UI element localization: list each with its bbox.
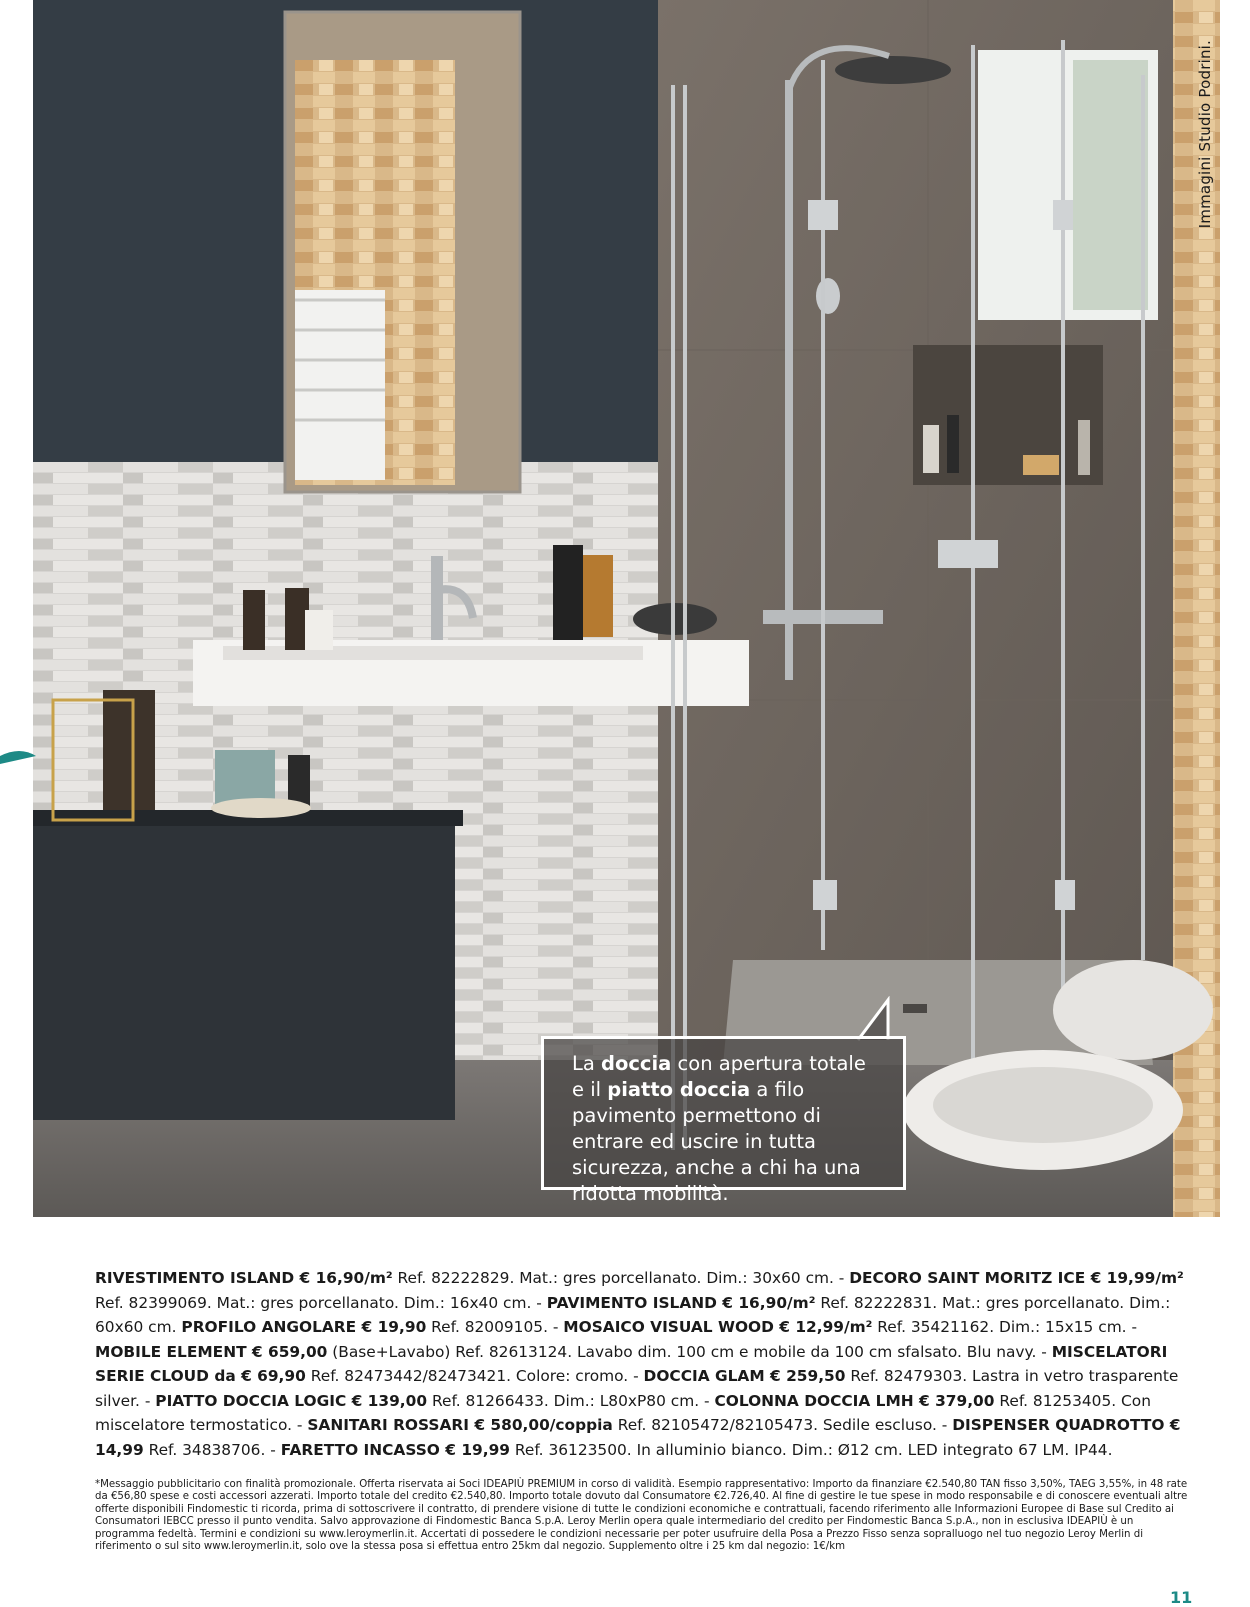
callout-text-1: La: [572, 1052, 602, 1075]
callout-text-2: con apertura totale e il: [572, 1052, 866, 1101]
product-name: SANITARI ROSSARI € 580,00/coppia: [307, 1416, 613, 1434]
product-name: DISPENSER QUADROTTO € 14,99: [95, 1416, 1181, 1459]
product-name: PIATTO DOCCIA LOGIC € 139,00: [155, 1391, 428, 1410]
product-name: FARETTO INCASSO € 19,99: [280, 1440, 510, 1459]
product-name: MOSAICO VISUAL WOOD € 12,99/m²: [563, 1318, 873, 1336]
product-name: PAVIMENTO ISLAND € 16,90/m²: [546, 1293, 816, 1312]
product-list: [95, 1266, 1195, 1462]
product-name: DECORO SAINT MORITZ ICE € 19,99/m²: [849, 1269, 1184, 1287]
product-desc: Ref. 34838706. -: [143, 1440, 281, 1459]
product-desc: Ref. 82105472/82105473. Sedile escluso. -: [612, 1416, 953, 1434]
product-name: PROFILO ANGOLARE € 19,90: [181, 1318, 427, 1336]
product-desc: Ref. 81253405. Con miscelatore termostatico. -: [95, 1391, 1151, 1434]
callout-text-3: a filo pavimento permettono di entrare ed uscire in tutta sicurezza, anche a chi ha una ridotta mobilità.: [572, 1078, 861, 1205]
callout-highlight-piatto-doccia: piatto doccia: [607, 1078, 751, 1101]
legal-footnote: *Messaggio pubblicitario con finalità promozionale. Offerta riservata ai Soci IDEAPIÙ PREMIUM in corso di validità. Esempio rappresentativo: Importo da finanziare €2.540,80 TAN fisso 3,50%, TAEG 3,55%, in 48 rate da €56,80 spese e costi accessori azzerati. Importo totale del credito €2.540,80. Importo totale dovuto dal Consumatore €2.726,40. Al fine di gestire le tue spese in modo responsabile e di conoscere eventuali altre offerte disponibili Findomestic ti ricorda, prima di sottoscrivere il contratto, di prendere visione di tutte le condizioni economiche e contrattuali, facendo riferimento alle Informazioni Europee di Base sul Credito ai Consumatori IEBCC presso il punto vendita. Salvo approvazione di Findomestic Banca S.p.A. Leroy Merlin opera quale intermediario del credito per Findomestic Banca S.p.A., non in esclusiva IDEAPIÙ è un programma fedeltà. Termini e condizioni su www.leroymerlin.it. Accertati di possedere le condizioni necessarie per poter usufruire della Posa a Prezzo Fisso senza sopralluogo nel tuo negozio Leroy Merlin di riferimento o sul sito www.leroymerlin.it, solo ove la stessa posa si effettua entro 25km dal negozio. Supplemento oltre i 25 km dal negozio: 1€/km: [95, 1479, 1188, 1553]
product-name: MOBILE ELEMENT € 659,00: [95, 1342, 328, 1361]
product-desc: Ref. 82222831. Mat.: gres porcellanato. Dim.: 60x60 cm.: [95, 1293, 1171, 1336]
product-desc: Ref. 82009105. -: [426, 1318, 564, 1336]
product-desc: Ref. 82473442/82473421. Colore: cromo. -: [305, 1367, 644, 1385]
product-desc: Ref. 82222829. Mat.: gres porcellanato. Dim.: 30x60 cm. -: [392, 1269, 850, 1287]
product-desc: Ref. 35421162. Dim.: 15x15 cm. -: [872, 1318, 1138, 1336]
callout-box: [541, 1036, 906, 1205]
page-number: 11: [1170, 1588, 1193, 1607]
callout-highlight-doccia: doccia: [601, 1052, 672, 1075]
product-name: MISCELATORI SERIE CLOUD da € 69,90: [95, 1342, 1168, 1385]
bathroom-photo: [33, 0, 1220, 1217]
product-desc: Ref. 36123500. In alluminio bianco. Dim.: Ø12 cm. LED integrato 67 LM. IP44.: [510, 1440, 1113, 1459]
product-name: DOCCIA GLAM € 259,50: [643, 1367, 846, 1385]
product-desc: Ref. 82399069. Mat.: gres porcellanato. Dim.: 16x40 cm. -: [95, 1293, 547, 1312]
bathroom-scene: [33, 0, 1220, 1217]
product-desc: Ref. 82479303. Lastra in vetro trasparente silver. -: [95, 1367, 1179, 1410]
photo-credit: Immagini Studio Podrini.: [1196, 40, 1214, 229]
product-desc: (Base+Lavabo) Ref. 82613124. Lavabo dim. 100 cm e mobile da 100 cm sfalsato. Blu navy. -: [327, 1342, 1052, 1361]
product-name: COLONNA DOCCIA LMH € 379,00: [714, 1391, 995, 1410]
product-name: RIVESTIMENTO ISLAND € 16,90/m²: [95, 1269, 393, 1287]
product-desc: Ref. 81266433. Dim.: L80xP80 cm. -: [427, 1391, 715, 1410]
teal-swoosh-icon: [0, 748, 40, 766]
